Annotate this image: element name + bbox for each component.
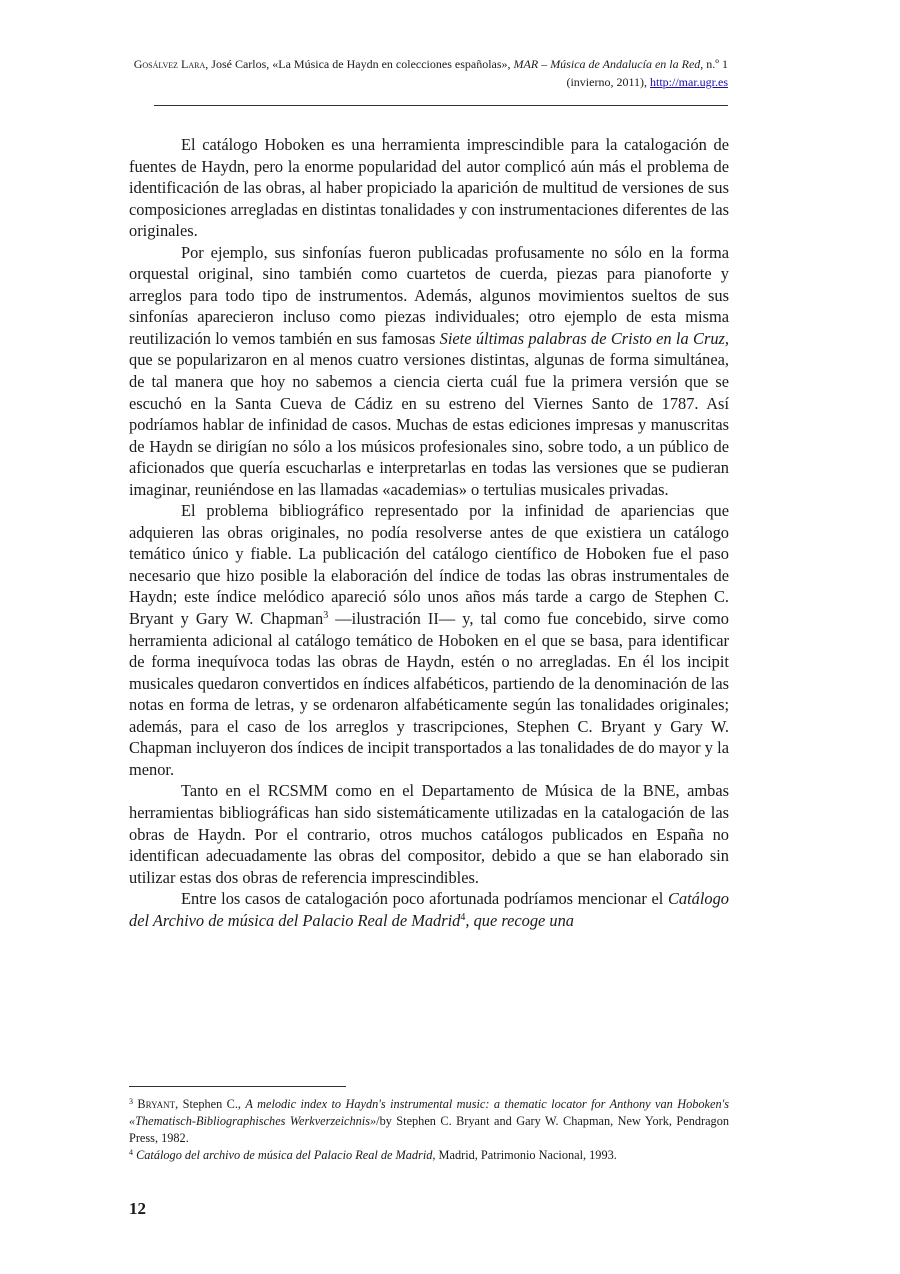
footnotes [129,1096,729,1164]
paragraph-2 [129,242,729,501]
footnote-3-rest: /by Stephen C. Bryant and Gary W. Chapman, New York, Pendragon Press, 1982. [129,1114,729,1145]
work-title-catalogo: Catálogo del Archivo de música del Palacio Real de Madrid [129,889,729,930]
header-issue: , n.º 1 (invierno, 2011), [566,57,728,89]
footnote-ref-3[interactable]: 3 [323,610,329,622]
header-author-surname: Gosálvez Lara [133,57,206,71]
paragraph-3 [129,500,729,780]
header-journal: MAR – Música de Andalucía en la Red [513,57,701,71]
paragraph-2-text-a: Por ejemplo, sus sinfonías fueron publicadas profusamente no sólo en la forma orquestal original, sino también como cuartetos de cuerda, piezas para pianoforte y arreglos para todo tipo de instrumentos. Además, algunos movimientos sueltos de sus sinfonías aparecieron incluso como piezas individuales; otro ejemplo de esta misma reutilización lo vemos también en sus famosas [129,242,729,348]
running-header [128,56,728,91]
footnote-rule [129,1086,346,1087]
header-rule [154,105,728,106]
paragraph-5-text-a: Entre los casos de catalogación poco afortunada podríamos mencionar el [181,889,668,909]
paragraph-3-text-b: —ilustración II— y, tal como fue concebido, sirve como herramienta adicional al catálogo temático de Hoboken en el que se basa, para identificar de forma inequívoca todas las obras de Haydn, estén o no arregladas. En él los incipit musicales quedaron convertidos en índices alfabéticos, partiendo de la denominación de las notas en forma de letras, y se ordenaron alfabéticamente según las tonalidades originales; además, para el caso de los arreglos y trascripciones, Stephen C. Bryant y Gary W. Chapman incluyeron dos índices de incipit transportados a las tonalidades de do mayor y la menor. [129,609,730,779]
footnote-3-title: A melodic index to Haydn's instrumental music: a thematic locator for Anthony van Hoboken's «Thematisch-Bibliographisches Werkverzeichnis» [129,1097,730,1128]
paragraph-3-text-a: El problema bibliográfico representado por la infinidad de apariencias que adquieren las obras originales, no podía resolverse antes de que existiera un catálogo temático único y fiable. La publicación del catálogo científico de Hoboken fue el paso necesario que hizo posible la elaboración del índice de todas las obras instrumentales de Haydn; este índice melódico apareció sólo unos años más tarde a cargo de Stephen C. Bryant y Gary W. Chapman [129,501,729,629]
paragraph-4: Tanto en el RCSMM como en el Departamento de Música de la BNE, ambas herramientas bibliográficas han sido sistemáticamente utilizadas en la catalogación de las obras de Haydn. Por el contrario, otros muchos catálogos publicados en España no identifican adecuadamente las obras del compositor, debido a que se han elaborado sin utilizar estas dos obras de referencia imprescindibles. [129,781,729,887]
footnote-4-title: Catálogo del archivo de música del Palacio Real de Madrid [136,1148,433,1162]
footnote-4 [129,1147,729,1164]
footnote-4-rest: , Madrid, Patrimonio Nacional, 1993. [432,1148,617,1162]
footnote-3 [129,1096,729,1147]
paragraph-5-text-b: , que recoge una [465,910,575,930]
header-author-rest: , José Carlos, «La Música de Haydn en colecciones españolas», [205,57,514,71]
header-url-link[interactable]: http://mar.ugr.es [650,74,728,89]
paragraph-2-text-b: que se popularizaron en al menos cuatro versiones distintas, algunas de forma simultánea, de tal manera que hoy no sabemos a ciencia cierta cuál fue la primera versión que se escuchó en la Santa Cueva de Cádiz en su estreno del Viernes Santo de 1787. Así podríamos hablar de infinidad de casos. Muchas de estas ediciones impresas y manuscritas de Haydn se dirigían no sólo a los músicos profesionales sino, sobre todo, a un público de aficionados que quería escucharlas e interpretarlas en todas las versiones que se pudieran imaginar, reuniéndose en las llamadas «academias» o tertulias musicales privadas. [129,350,729,499]
footnote-ref-4[interactable]: 4 [460,911,466,923]
footnote-4-number: 4 [129,1148,133,1157]
paragraph-1: El catálogo Hoboken es una herramienta imprescindible para la catalogación de fuentes de Haydn, pero la enorme popularidad del autor complicó aún más el problema de identificación de las obras, al haber propiciado la aparición de multitud de versiones de sus composiciones arregladas en distintas tonalidades y con instrumentaciones diferentes de las originales. [129,135,729,241]
paragraph-5 [129,888,729,931]
work-title-siete-palabras: Siete últimas palabras de Cristo en la Cruz, [439,328,729,348]
main-text [129,134,729,931]
footnote-3-author: Bryant [137,1097,176,1111]
page-number: 12 [129,1199,146,1218]
footnote-3-number: 3 [129,1097,133,1106]
footnote-3-author-rest: , Stephen C., [175,1097,246,1111]
